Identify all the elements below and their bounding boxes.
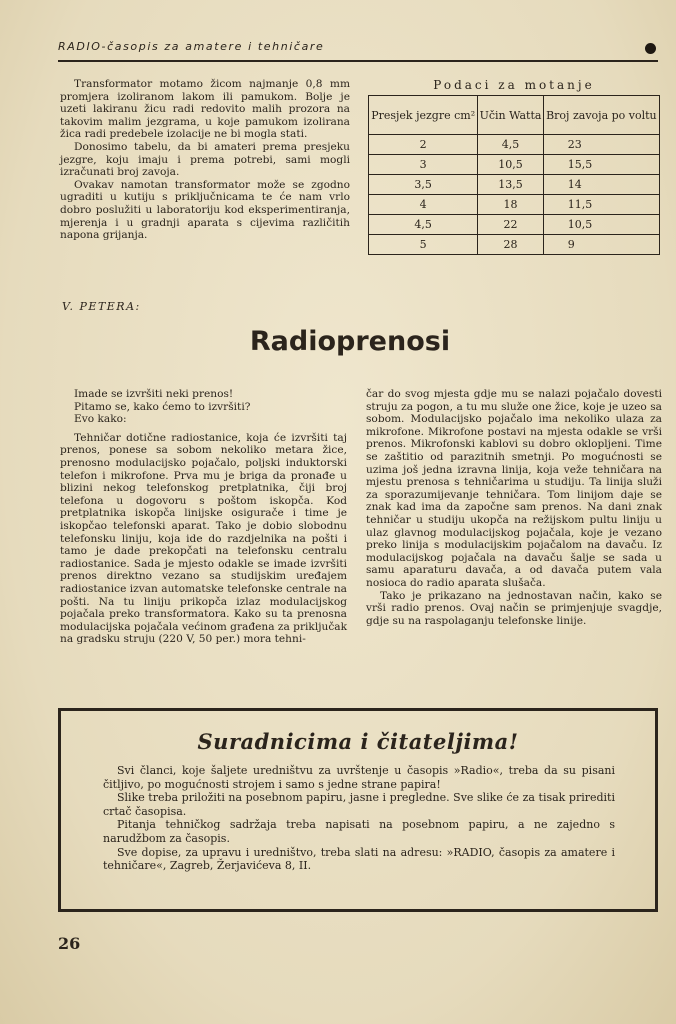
header-text: RADIO-časopis za amatere i tehničare <box>58 40 325 53</box>
table-cell: 11,5 <box>543 195 659 215</box>
table-row <box>369 195 660 215</box>
table-row <box>369 235 660 255</box>
page-header <box>58 40 658 62</box>
table-row <box>369 135 660 155</box>
notice-title: Suradnicima i čitateljima! <box>197 729 519 754</box>
opening-line: Pitamo se, kako ćemo to izvršiti? <box>74 400 251 413</box>
table-cell: 13,5 <box>478 175 543 195</box>
notice-paragraph: Svi članci, koje šaljete uredništvu za uvrštenje u časopis »Radio«, treba da su pisani čitljivo, po mogućnosti strojem i samo s jedne strane papira! <box>103 764 615 791</box>
notice-box <box>58 708 658 912</box>
table-row <box>369 175 660 195</box>
intro-paragraph: Transformator motamo žicom najmanje 0,8 mm promjera izoliranom lakom ili pamukom. Bolje je uzeti lakiranu žicu radi redovito malih prozora na takovim malim jezgrama, u koje pamukom izolirana žica radi predebele izolacije ne bi mogla stati. <box>60 78 350 141</box>
opening-line: Evo kako: <box>74 413 127 426</box>
notice-body <box>61 754 655 873</box>
article-author: V. PETERA: <box>62 300 141 313</box>
table-header-cell: Broj zavoja po voltu <box>543 96 659 135</box>
table-cell: 22 <box>478 215 543 235</box>
table-title: Podaci za motanje <box>433 78 595 92</box>
table-row <box>369 215 660 235</box>
table-row <box>369 155 660 175</box>
table-cell: 28 <box>478 235 543 255</box>
table-cell: 3,5 <box>369 175 478 195</box>
intro-text <box>60 78 350 242</box>
intro-paragraph: Donosimo tabelu, da bi amateri prema presjeku jezgre, koju imaju i prema potrebi, sami mogli izračunati broj zavoja. <box>60 140 350 179</box>
article-column-right <box>366 388 662 627</box>
table-cell: 4 <box>369 195 478 215</box>
table-cell: 3 <box>369 155 478 175</box>
table-cell: 9 <box>543 235 659 255</box>
article-paragraph: čar do svog mjesta gdje mu se nalazi pojačalo dovesti struju za pogon, a tu mu služe one žice, koje je uzeo sa sobom. Modulacijsko pojačalo ima nekoliko ulaza za mikrofone. Mikrofone postavi na mjesta odakle se vrši prenos. Mikrofonski kablovi su dobro okloplјeni. Time se zaštitio od parazitnih smetnji. Po mogućnosti se uzima još jedna izravna linija, koja veže tehničara na mjestu prenosa s tehničarima u studiju. Ta linija služi za sporazumijevanje tehničara. Tom linijom daje se znak kad ima da započne sam prenos. Na dani znak tehničar u studiju ukopča na režijskom pultu liniju u ulaz glavnog modulacijskog pojačala, koje je vezano preko linija s modulacijskim pojačalom na davaču. Iz modulacijskog pojačala na davaču šalje se sada u samu aparaturu davača, a od davača putem vala nosioca do radio aparata slušača. <box>366 388 662 589</box>
article-paragraph: Tehničar dotične radiostanice, koja će izvršiti taj prenos, ponese sa sobom nekoliko metara žice, prenosno modulacijsko pojačalo, poljski induktorski telefon i mikrofone. Prva mu je briga da pronađe u blizini nekog telefonskog pretplatnika, čiji broj telefona u dogovoru s poštom iskopča. Kod pretplatnika iskopča linijske osigurače i time je iskopčao telefonski aparat. Tako je dobio slobodnu telefonsku liniju, koja ide do razdjelnika na pošti i tamo je dade prekopčati na telefonsku centralu radiostanice. Sada je mjesto odakle se imade izvršiti prenos direktno vezano sa studijskim uređajem radiostanice izvan automatske telefonske centrale na pošti. Na tu liniju prikopča izlaz modulacijskog pojačala preko transformatora. Kako su ta prenosna modulacijska pojačala većinom građena za priključak na gradsku struju (220 V, 50 per.) mora tehni- <box>60 431 347 646</box>
table-cell: 23 <box>543 135 659 155</box>
table-cell: 15,5 <box>543 155 659 175</box>
table-cell: 18 <box>478 195 543 215</box>
winding-table <box>368 95 660 255</box>
table-cell: 14 <box>543 175 659 195</box>
table-cell: 2 <box>369 135 478 155</box>
table-header-cell: Presjek jezgre cm² <box>369 96 478 135</box>
notice-paragraph: Pitanja tehničkog sadržaja treba napisati na posebnom papiru, a ne zajedno s narudžbom za časopis. <box>103 818 615 845</box>
table-cell: 10,5 <box>478 155 543 175</box>
table-header-row <box>369 96 660 135</box>
table-cell: 4,5 <box>478 135 543 155</box>
winding-table-section <box>368 78 660 255</box>
table-header-cell: Učin Watta <box>478 96 543 135</box>
header-dot-icon <box>645 43 656 54</box>
article-column-left <box>60 388 347 646</box>
article-title: Radioprenosi <box>249 326 451 357</box>
table-cell: 10,5 <box>543 215 659 235</box>
intro-paragraph: Ovakav namotan transformator može se zgodno ugraditi u kutiju s priključnicama te će nam vrlo dobro poslužiti u laboratoriju kod eksperimentiranja, mjerenja i u gradnji aparata s cijevima različitih napona grijanja. <box>60 178 350 242</box>
page-number: 26 <box>58 934 81 953</box>
notice-paragraph: Sve dopise, za upravu i uredništvo, treba slati na adresu: »RADIO, časopis za amatere i tehničare«, Zagreb, Žerjavićeva 8, II. <box>103 845 615 873</box>
table-cell: 4,5 <box>369 215 478 235</box>
article-paragraph: Tako je prikazano na jednostavan način, kako se vrši radio prenos. Ovaj način se primjenjuje svagdje, gdje su na raspolaganju telefonske linije. <box>366 589 662 627</box>
notice-paragraph: Slike treba priložiti na posebnom papiru, jasne i pregledne. Sve slike će za tisak prirediti crtač časopisa. <box>103 791 615 818</box>
table-cell: 5 <box>369 235 478 255</box>
opening-line: Imade se izvršiti neki prenos! <box>74 388 234 400</box>
